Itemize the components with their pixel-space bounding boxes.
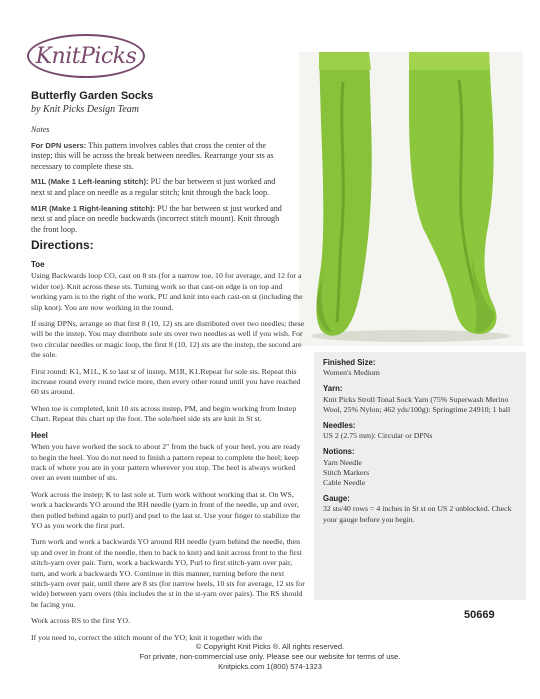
note-m1l-lead: M1L (Make 1 Left-leaning stitch): — [31, 177, 149, 187]
pattern-title: Butterfly Garden Socks — [31, 90, 154, 102]
info-gauge — [323, 494, 517, 525]
toe-paragraph-2: If using DPNs, arrange so that first 8 (10, 12) sts are distributed over two needles; these will be the instep. You may distribute sole sts over two needles as well if you wish. For two circular needles or magic loop, the first 8 (10, 12) sts are the instep, the second are the sole. — [31, 319, 305, 360]
heel-paragraph-5: If you need to, correct the stitch mount of the YO; knit it together with the — [31, 632, 263, 642]
pattern-number: 50669 — [464, 609, 495, 621]
note-m1l-text: PU the bar between st just worked and next st and place on needle as a regular stitch; knit through the back loop. — [31, 177, 276, 197]
needles-value: US 2 (2.75 mm): Circular or DPNs — [323, 431, 433, 441]
note-m1r-lead: M1R (Make 1 Right-leaning stitch): — [31, 203, 156, 213]
logo-text: KnitPicks — [35, 43, 137, 69]
notion-item: Yarn Needle — [323, 457, 362, 467]
info-notions — [323, 447, 517, 488]
toe-paragraph-4: When toe is completed, knit 10 sts across instep, PM, and begin working from Instep Chart. Repeat this chart up the foot. The sole/heel side sts are knit in St st. — [31, 403, 297, 424]
info-size — [323, 358, 517, 378]
needles-label: Needles: — [323, 421, 356, 431]
heel-paragraph-1: When you have worked the sock to about 2" from the back of your heel, you are ready to begin the heel. You do not need to finish a pattern repeat to complete the heel; keep track of where you are in your pattern wherever you stop. The heel is always worked over an even number of sts. — [31, 442, 301, 483]
pattern-info-box — [314, 352, 526, 600]
sock-photo — [299, 52, 523, 346]
directions-heading: Directions: — [31, 238, 94, 252]
note-m1l — [31, 177, 283, 198]
notes-heading: Notes — [31, 125, 50, 134]
note-dpn — [31, 141, 283, 173]
heel-paragraph-4: Work across RS to the first YO. — [31, 616, 130, 626]
pattern-byline: by Knit Picks Design Team — [31, 104, 139, 115]
size-value: Women's Medium — [323, 368, 380, 378]
yarn-label: Yarn: — [323, 384, 343, 394]
info-yarn — [323, 384, 517, 415]
yarn-value: Knit Picks Stroll Tonal Sock Yarn (75% Superwash Merino Wool, 25% Nylon; 462 yds/100g): Springtime 24910; 1 ball — [323, 394, 511, 414]
note-m1r — [31, 204, 283, 236]
gauge-label: Gauge: — [323, 494, 350, 504]
note-dpn-text: This pattern involves cables that cross the center of the instep; this will be across the break between needles. Rearrange your sts as necessary to complete these sts. — [31, 140, 274, 171]
copyright-line: © Copyright Knit Picks ®. All rights reserved. — [195, 642, 345, 651]
notes-section — [31, 125, 283, 240]
heel-paragraph-3: Turn work and work a backwards YO around RH needle (yarn behind the needle, then up and over in front of the needle, then to back to knit) and knit across front to the first stitch-yarn over pair. Turn, work a backwards YO, Purl to first stitch-yarn over pair, turn, and work a backwards YO. Continue in this manner, turning before the next stitch-yarn over pair, until there are 8 sts (for narrow heels, 10 sts for average, 12 sts for wide) between yarn overs (this includes the st in the st-yarn over pairs). The RS should be facing you. — [31, 537, 305, 609]
note-m1r-text: PU the bar between st just worked and next st and place on needle backwards (incorrect stitch mount). Knit through the front loop. — [31, 203, 282, 234]
contact-line[interactable]: Knitpicks.com 1(800) 574-1323 — [218, 661, 322, 671]
toe-paragraph-1: Using Backwards loop CO, cast on 8 sts (for a narrow toe, 10 for average, and 12 for a wider toe). Knit across these sts. Turning work so that cast-on edge is on top and working yarn is to the right of the work, PU and knit into each cast-on st (including the slip knot). You are now working in the round. — [31, 271, 303, 312]
footer — [0, 642, 540, 671]
size-label: Finished Size: — [323, 358, 376, 367]
directions-body — [31, 258, 305, 649]
toe-heading: Toe — [31, 260, 45, 269]
notion-item: Stitch Markers — [323, 467, 370, 477]
notion-item: Cable Needle — [323, 478, 366, 488]
notions-label: Notions: — [323, 447, 355, 457]
info-needles — [323, 421, 517, 441]
socks-illustration — [299, 52, 523, 346]
knitpicks-logo — [27, 34, 145, 78]
heel-heading: Heel — [31, 430, 48, 440]
gauge-value: 32 sts/40 rows = 4 inches in St st on US 2 unblocked. Check your gauge before you begin. — [323, 504, 512, 524]
toe-paragraph-3: First round: K1, M1L, K to last st of instep, M1R, K1.Repeat for sole sts. Repeat this increase round every round twice more, then every other round until you have reached 60 sts around. — [31, 366, 301, 397]
terms-line: For private, non-commercial use only. Please see our website for terms of use. — [139, 651, 401, 661]
heel-paragraph-2: Work across the instep; K to last sole st. Turn work without working that st. On WS, work a backwards YO around the RH needle (yarn in front of the needle, up and over, then pulled behind again to purl) and purl to the last st. Use your finger to stabilize the YO as you work the first purl. — [31, 489, 301, 530]
note-dpn-lead: For DPN users: — [31, 140, 87, 150]
